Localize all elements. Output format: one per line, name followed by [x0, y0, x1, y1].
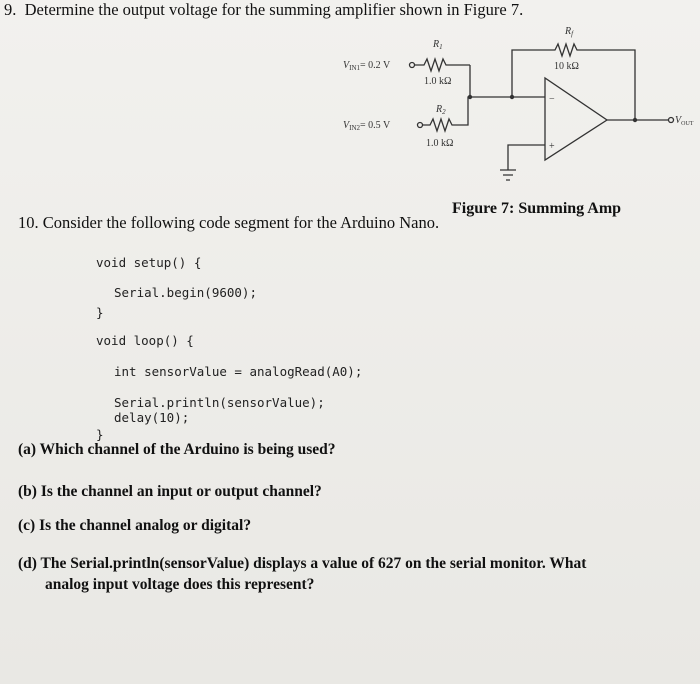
vout-label: $V_{OUT}$ [675, 115, 694, 127]
r1-resistor [414, 59, 470, 71]
ground-icon [500, 170, 516, 180]
vout-terminal [669, 118, 674, 123]
code-line-2: Serial.begin(9600); [114, 285, 257, 300]
summing-amp-figure [0, 20, 700, 220]
part-d-line-2: analog input voltage does this represent? [45, 576, 315, 593]
question-10 [18, 213, 439, 233]
code-line-7: delay(10); [114, 410, 190, 425]
rf-value: 10 kΩ [554, 61, 579, 72]
code-line-1: void setup() { [96, 255, 202, 270]
code-line-8: } [96, 427, 104, 442]
code-line-3: } [96, 305, 104, 320]
vin2-terminal [418, 123, 423, 128]
part-d-line-1: (d) The Serial.println(sensorValue) displays a value of 627 on the serial monitor. What [18, 555, 587, 572]
vin1-terminal [410, 63, 415, 68]
r2-label: $R_2$ [436, 104, 446, 116]
question-10-text: Consider the following code segment for the Arduino Nano. [42, 213, 440, 232]
code-line-6: Serial.println(sensorValue); [114, 395, 325, 410]
non-inverting-sign: + [549, 141, 555, 152]
figure-caption: Figure 7: Summing Amp [452, 200, 622, 217]
question-9 [4, 0, 523, 20]
question-9-number: 9. [4, 0, 17, 19]
vin2-label: $V_{IN2}= 0.5$ V [343, 120, 391, 132]
code-line-4: void loop() { [96, 333, 194, 348]
vin1-label: $V_{IN1}= 0.2$ V [343, 60, 391, 72]
r1-value: 1.0 kΩ [424, 76, 452, 87]
question-10-number: 10. [18, 213, 39, 232]
inverting-sign: − [549, 94, 555, 105]
feedback-wire [512, 50, 545, 97]
r1-label: $R_1$ [433, 39, 443, 51]
question-9-text: Determine the output voltage for the summing amplifier shown in Figure 7. [24, 0, 524, 19]
rf-label: $R_f$ [565, 26, 574, 38]
r2-value: 1.0 kΩ [426, 138, 454, 149]
part-b: (b) Is the channel an input or output channel? [18, 483, 322, 500]
r2-resistor [422, 97, 480, 131]
code-line-5: int sensorValue = analogRead(A0); [114, 364, 363, 379]
part-c: (c) Is the channel analog or digital? [18, 517, 252, 534]
non-inverting-wire [508, 145, 545, 170]
part-a: (a) Which channel of the Arduino is being used? [18, 441, 336, 458]
